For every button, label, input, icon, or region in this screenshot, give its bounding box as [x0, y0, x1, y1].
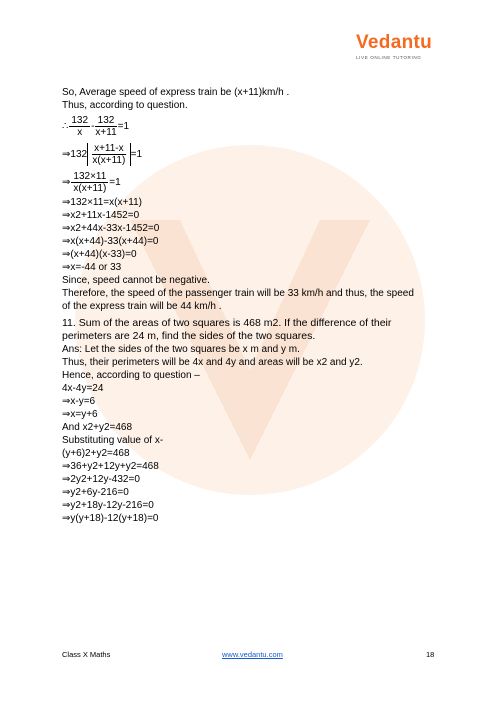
equals: =1 [109, 176, 121, 188]
answer-line: ⇒x-y=6 [62, 396, 96, 407]
implies-symbol: ⇒ [62, 176, 71, 188]
text-line: Therefore, the speed of the passenger train will be 33 km/h and thus, the speed [62, 288, 414, 299]
logo-wordmark: Vedantu [356, 32, 433, 53]
text-line: ⇒x2+11x-1452=0 [62, 210, 140, 221]
equation-line [62, 168, 442, 196]
therefore-symbol: ∴ [62, 120, 69, 132]
minus-sign: - [91, 120, 95, 132]
footer-link[interactable]: www.vedantu.com [222, 650, 283, 659]
equation-line [62, 112, 442, 140]
text-line: ⇒x(x+44)-33(x+44)=0 [62, 236, 159, 247]
text-line: Thus, according to question. [62, 100, 188, 111]
text-line: Since, speed cannot be negative. [62, 275, 210, 286]
question-line: 11. Sum of the areas of two squares is 468 m2. If the difference of their [62, 317, 392, 329]
answer-line: ⇒2y2+12y-432=0 [62, 474, 140, 485]
equals: =1 [130, 148, 143, 160]
answer-line: Thus, their perimeters will be 4x and 4y and areas will be x2 and y2. [62, 357, 363, 368]
square-bracket [87, 143, 131, 166]
equation-prefix: ⇒132 [62, 148, 88, 160]
fraction: $\frac{132}{x+11}$ [95, 114, 117, 138]
answer-line: Ans: Let the sides of the two squares be x m and y m. [62, 344, 300, 355]
text-line: ⇒(x+44)(x-33)=0 [62, 249, 137, 260]
answer-line: And x2+y2=468 [62, 422, 133, 433]
fraction: $\frac{132\times 11}{x(x+11)}$ [73, 170, 107, 194]
answer-line: ⇒36+y2+12y+y2=468 [62, 461, 159, 472]
answer-line: ⇒y(y+18)-12(y+18)=0 [62, 513, 159, 524]
vedantu-logo [356, 32, 452, 60]
answer-line: Hence, according to question – [62, 370, 200, 381]
fraction: $\frac{132}{x}$ [71, 114, 89, 138]
answer-line: Substituting value of x- [62, 435, 164, 446]
logo-tagline: LIVE ONLINE TUTORING [356, 55, 422, 60]
page-number: 18 [426, 650, 435, 659]
answer-line: (y+6)2+y2=468 [62, 448, 130, 459]
equals: =1 [117, 120, 130, 132]
answer-line: ⇒y2+18y-12y-216=0 [62, 500, 154, 511]
text-line: ⇒x2+44x-33x-1452=0 [62, 223, 160, 234]
page-content [62, 86, 442, 525]
text-line: ⇒x=-44 or 33 [62, 262, 122, 273]
text-line: ⇒132×11=x(x+11) [62, 197, 143, 208]
question-line: perimeters are 24 m, find the sides of the two squares. [62, 330, 316, 342]
footer-subject: Class X Maths [62, 650, 111, 659]
answer-line: ⇒y2+6y-216=0 [62, 487, 129, 498]
equation-line [62, 140, 442, 168]
answer-line: ⇒x=y+6 [62, 409, 98, 420]
text-line: So, Average speed of express train be (x+11)km/h . [62, 87, 290, 98]
text-line: of the express train will be 44 km/h . [62, 301, 222, 312]
answer-line: 4x-4y=24 [62, 383, 104, 394]
fraction: $\frac{x+11-x}{x(x+11)}$ [92, 142, 126, 166]
